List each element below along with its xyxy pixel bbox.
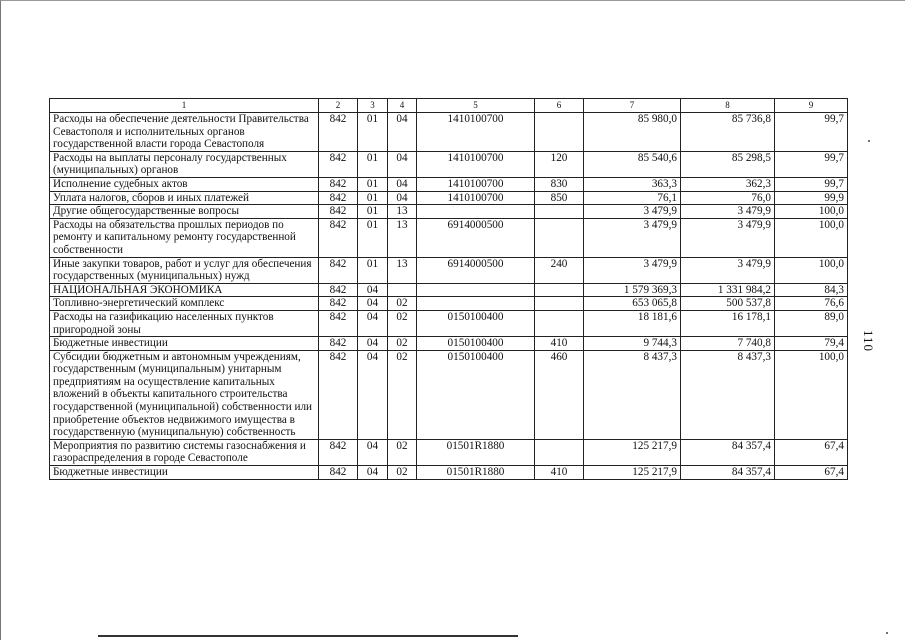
table-row [50,297,848,311]
row-section-cell: 04 [358,297,388,311]
row-name-cell: Другие общегосударственные вопросы [50,205,319,219]
row-subsection-cell: 02 [388,310,417,336]
row-name-cell: Бюджетные инвестиции [50,337,319,351]
header-cell: 7 [584,99,681,113]
row-subsection-cell: 13 [388,205,417,219]
header-cell: 3 [358,99,388,113]
row-executed-amount-cell: 84 357,4 [681,466,775,480]
row-target-article-cell [417,297,535,311]
row-target-article-cell: 1410100700 [417,177,535,191]
row-planned-amount-cell: 76,1 [584,191,681,205]
row-percent-cell: 100,0 [775,257,848,283]
row-planned-amount-cell: 3 479,9 [584,257,681,283]
header-row [50,99,848,113]
row-subsection-cell: 13 [388,218,417,257]
row-section-cell: 04 [358,310,388,336]
row-name-cell: Бюджетные инвестиции [50,466,319,480]
row-percent-cell: 84,3 [775,283,848,297]
table-row [50,439,848,465]
table-row [50,218,848,257]
row-section-cell: 01 [358,205,388,219]
row-planned-amount-cell: 125 217,9 [584,466,681,480]
row-percent-cell: 79,4 [775,337,848,351]
row-ministry-code-cell: 842 [319,257,358,283]
row-planned-amount-cell: 653 065,8 [584,297,681,311]
row-name-cell: Топливно-энергетический комплекс [50,297,319,311]
row-expense-type-cell: 120 [535,151,584,177]
table-row [50,257,848,283]
row-planned-amount-cell: 8 437,3 [584,350,681,439]
row-subsection-cell: 13 [388,257,417,283]
row-name-cell: Мероприятия по развитию системы газоснабжения и газораспределения в городе Севастополе [50,439,319,465]
table-row [50,337,848,351]
header-cell: 4 [388,99,417,113]
row-section-cell: 04 [358,439,388,465]
table-row [50,191,848,205]
row-subsection-cell: 04 [388,113,417,152]
row-subsection-cell: 04 [388,191,417,205]
row-name-cell: Субсидии бюджетным и автономным учреждениям, государственным (муниципальным) унитарным предприятиям на осуществление капитальных вложений в объекты капитального строительства государственной (муниципальной) собственности или приобретение объектов недвижимого имущества в государственную (муниципальную) собственность [50,350,319,439]
header-cell: 1 [50,99,319,113]
row-ministry-code-cell: 842 [319,218,358,257]
row-expense-type-cell: 850 [535,191,584,205]
row-subsection-cell: 02 [388,439,417,465]
row-ministry-code-cell: 842 [319,310,358,336]
row-subsection-cell: 02 [388,466,417,480]
row-planned-amount-cell: 3 479,9 [584,205,681,219]
row-subsection-cell: 02 [388,337,417,351]
table-row [50,283,848,297]
row-ministry-code-cell: 842 [319,297,358,311]
table-row [50,205,848,219]
row-target-article-cell: 6914000500 [417,218,535,257]
row-percent-cell: 100,0 [775,350,848,439]
row-section-cell: 04 [358,337,388,351]
row-expense-type-cell [535,439,584,465]
row-executed-amount-cell: 3 479,9 [681,205,775,219]
scan-speck [886,632,888,634]
row-subsection-cell: 04 [388,177,417,191]
row-executed-amount-cell: 7 740,8 [681,337,775,351]
budget-table [49,98,848,480]
row-name-cell: Расходы на обязательства прошлых периодов по ремонту и капитальному ремонту государственной собственности [50,218,319,257]
header-cell: 6 [535,99,584,113]
row-executed-amount-cell: 3 479,9 [681,257,775,283]
header-cell: 8 [681,99,775,113]
row-section-cell: 01 [358,218,388,257]
row-executed-amount-cell: 85 736,8 [681,113,775,152]
row-executed-amount-cell: 362,3 [681,177,775,191]
row-target-article-cell: 0150100400 [417,337,535,351]
row-target-article-cell: 0150100400 [417,310,535,336]
row-planned-amount-cell: 363,3 [584,177,681,191]
row-ministry-code-cell: 842 [319,177,358,191]
row-ministry-code-cell: 842 [319,205,358,219]
row-name-cell: НАЦИОНАЛЬНАЯ ЭКОНОМИКА [50,283,319,297]
row-planned-amount-cell: 18 181,6 [584,310,681,336]
row-expense-type-cell: 410 [535,337,584,351]
table-row [50,350,848,439]
scan-speck [868,140,870,142]
row-percent-cell: 100,0 [775,218,848,257]
row-ministry-code-cell: 842 [319,466,358,480]
row-executed-amount-cell: 76,0 [681,191,775,205]
row-percent-cell: 99,9 [775,191,848,205]
row-executed-amount-cell: 1 331 984,2 [681,283,775,297]
page-number: 110 [861,330,876,353]
row-target-article-cell: 1410100700 [417,191,535,205]
row-expense-type-cell [535,297,584,311]
row-target-article-cell: 1410100700 [417,151,535,177]
row-section-cell: 01 [358,177,388,191]
row-target-article-cell: 0150100400 [417,350,535,439]
row-expense-type-cell: 830 [535,177,584,191]
row-executed-amount-cell: 3 479,9 [681,218,775,257]
row-section-cell: 01 [358,113,388,152]
row-ministry-code-cell: 842 [319,283,358,297]
row-target-article-cell: 01501R1880 [417,439,535,465]
row-executed-amount-cell: 8 437,3 [681,350,775,439]
row-planned-amount-cell: 3 479,9 [584,218,681,257]
row-section-cell: 01 [358,151,388,177]
header-cell: 2 [319,99,358,113]
row-ministry-code-cell: 842 [319,337,358,351]
row-percent-cell: 100,0 [775,205,848,219]
row-executed-amount-cell: 500 537,8 [681,297,775,311]
page-bottom-rule [98,635,518,637]
row-ministry-code-cell: 842 [319,113,358,152]
row-target-article-cell [417,283,535,297]
row-target-article-cell: 6914000500 [417,257,535,283]
row-ministry-code-cell: 842 [319,151,358,177]
table-row [50,177,848,191]
row-subsection-cell: 02 [388,297,417,311]
row-section-cell: 01 [358,257,388,283]
row-subsection-cell: 02 [388,350,417,439]
row-expense-type-cell [535,283,584,297]
row-subsection-cell: 04 [388,151,417,177]
row-target-article-cell: 01501R1880 [417,466,535,480]
row-ministry-code-cell: 842 [319,191,358,205]
row-section-cell: 04 [358,466,388,480]
row-target-article-cell: 1410100700 [417,113,535,152]
table-row [50,310,848,336]
table-row [50,151,848,177]
row-name-cell: Расходы на газификацию населенных пунктов пригородной зоны [50,310,319,336]
row-target-article-cell [417,205,535,219]
row-expense-type-cell [535,310,584,336]
row-name-cell: Расходы на выплаты персоналу государственных (муниципальных) органов [50,151,319,177]
row-percent-cell: 99,7 [775,113,848,152]
table-row [50,113,848,152]
row-expense-type-cell: 410 [535,466,584,480]
row-planned-amount-cell: 125 217,9 [584,439,681,465]
row-expense-type-cell [535,113,584,152]
row-expense-type-cell: 460 [535,350,584,439]
row-percent-cell: 67,4 [775,466,848,480]
row-ministry-code-cell: 842 [319,439,358,465]
row-executed-amount-cell: 16 178,1 [681,310,775,336]
row-section-cell: 01 [358,191,388,205]
header-cell: 5 [417,99,535,113]
row-name-cell: Расходы на обеспечение деятельности Правительства Севастополя и исполнительных органов государственной власти города Севастополя [50,113,319,152]
row-percent-cell: 67,4 [775,439,848,465]
row-expense-type-cell [535,218,584,257]
table-row [50,466,848,480]
row-section-cell: 04 [358,283,388,297]
row-expense-type-cell: 240 [535,257,584,283]
row-expense-type-cell [535,205,584,219]
row-name-cell: Уплата налогов, сборов и иных платежей [50,191,319,205]
row-subsection-cell [388,283,417,297]
row-planned-amount-cell: 9 744,3 [584,337,681,351]
row-planned-amount-cell: 85 980,0 [584,113,681,152]
row-name-cell: Исполнение судебных актов [50,177,319,191]
row-percent-cell: 99,7 [775,151,848,177]
row-executed-amount-cell: 84 357,4 [681,439,775,465]
row-executed-amount-cell: 85 298,5 [681,151,775,177]
row-planned-amount-cell: 1 579 369,3 [584,283,681,297]
row-name-cell: Иные закупки товаров, работ и услуг для обеспечения государственных (муниципальных) нужд [50,257,319,283]
row-ministry-code-cell: 842 [319,350,358,439]
header-cell: 9 [775,99,848,113]
row-section-cell: 04 [358,350,388,439]
row-percent-cell: 89,0 [775,310,848,336]
row-percent-cell: 76,6 [775,297,848,311]
row-planned-amount-cell: 85 540,6 [584,151,681,177]
row-percent-cell: 99,7 [775,177,848,191]
